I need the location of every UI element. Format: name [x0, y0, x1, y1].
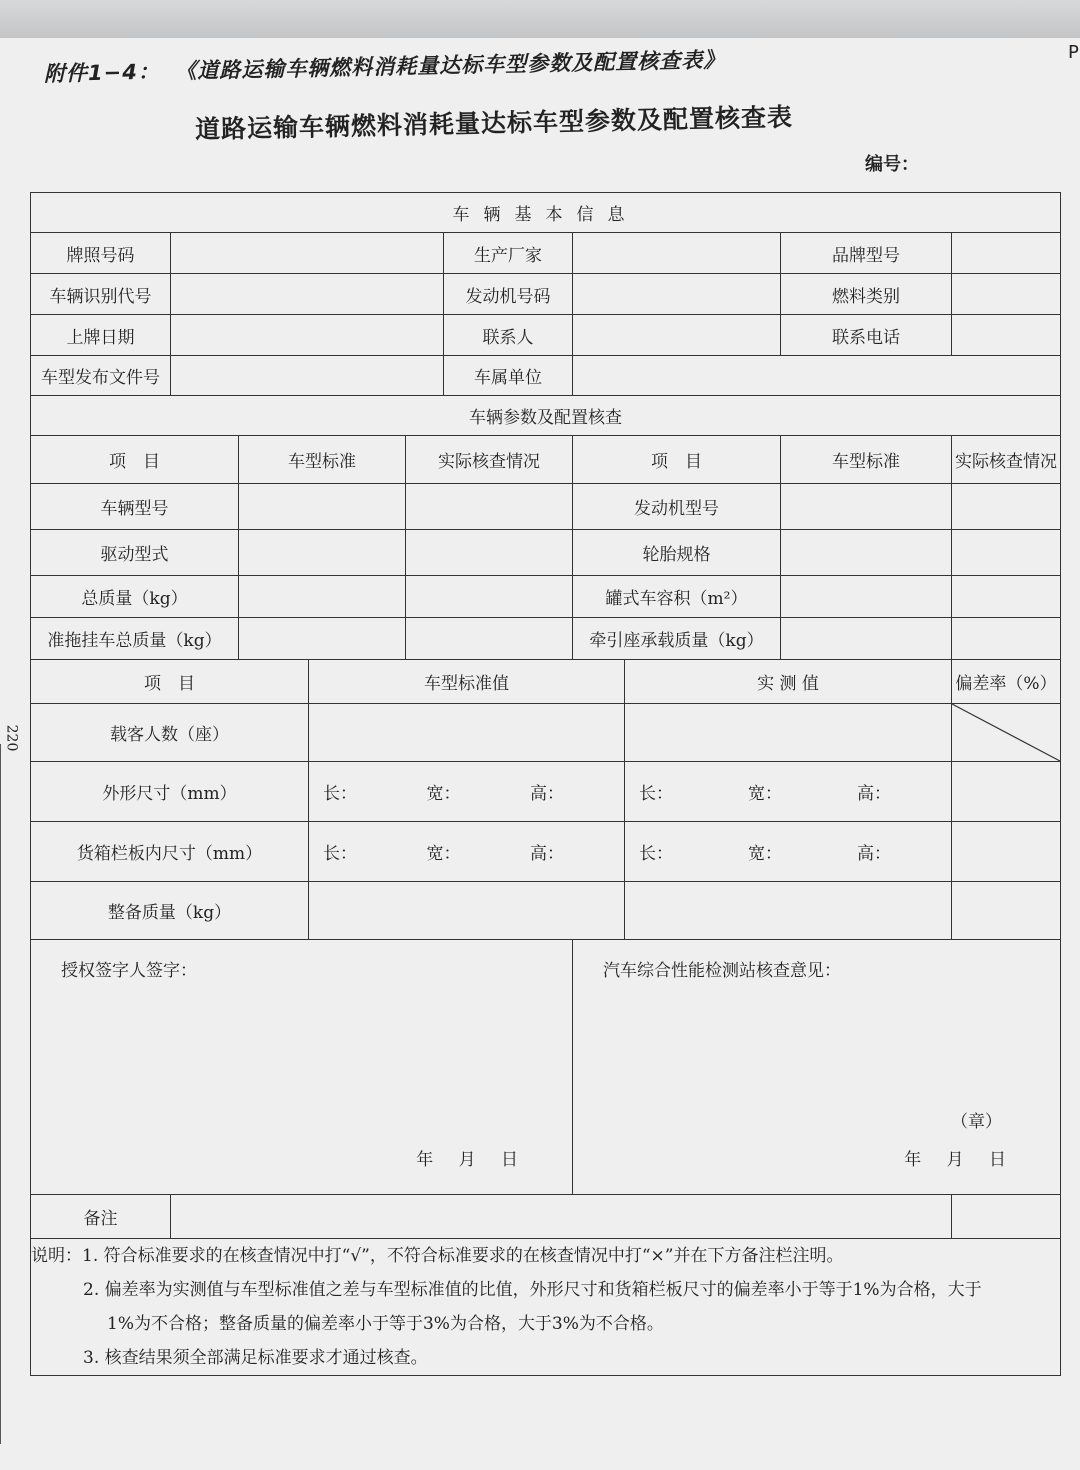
config-actual-cell[interactable] — [952, 576, 1061, 618]
basic-value-cell[interactable] — [952, 274, 1061, 315]
measure-actual-cell[interactable] — [625, 762, 952, 822]
measure-item-label: 货箱栏板内尺寸（mm） — [31, 822, 309, 882]
note-line: 说明：1. 符合标准要求的在核查情况中打“√”，不符合标准要求的在核查情况中打“×”并在下方备注栏注明。 — [31, 1246, 844, 1266]
measure-actual-cell[interactable] — [625, 704, 952, 762]
basic-info-row — [31, 274, 1061, 315]
config-item-label: 准拖挂车总质量（kg） — [31, 618, 239, 660]
config-actual-cell[interactable] — [406, 618, 573, 660]
config-standard-cell[interactable] — [239, 484, 406, 530]
width-label: 宽： — [748, 844, 782, 864]
config-standard-cell[interactable] — [781, 576, 952, 618]
config-col-header: 项 目 — [573, 436, 781, 484]
basic-value-cell[interactable] — [573, 233, 781, 274]
deviation-na-cell — [952, 704, 1061, 762]
signer-label: 授权签字人签字： — [61, 961, 197, 981]
diagonal-strike — [952, 704, 1060, 761]
inspection-form — [30, 192, 1060, 1436]
basic-label: 联系电话 — [781, 315, 952, 356]
measure-item-label: 载客人数（座） — [31, 704, 309, 762]
config-standard-cell[interactable] — [239, 530, 406, 576]
page-title: 道路运输车辆燃料消耗量达标车型参数及配置核查表 — [194, 102, 794, 144]
note-line: 3. 核查结果须全部满足标准要求才通过核查。 — [83, 1348, 428, 1368]
basic-value-cell[interactable] — [952, 315, 1061, 356]
basic-info-row — [31, 356, 1061, 396]
basic-value-cell[interactable] — [171, 274, 444, 315]
remarks-row — [31, 1195, 1061, 1239]
config-header: 车辆参数及配置核查 — [31, 396, 1061, 436]
width-label: 宽： — [426, 844, 461, 864]
dimension-fields — [625, 779, 951, 804]
basic-info-row — [31, 315, 1061, 356]
dimension-fields — [625, 839, 951, 864]
config-standard-cell[interactable] — [781, 618, 952, 660]
config-item-label: 驱动型式 — [31, 530, 239, 576]
basic-label: 上牌日期 — [31, 315, 171, 356]
measure-actual-cell[interactable] — [625, 822, 952, 882]
station-date: 年 月 日 — [904, 1150, 1016, 1170]
seal-label: （章） — [951, 1112, 1002, 1132]
config-row — [31, 530, 1061, 576]
config-col-header: 车型标准 — [781, 436, 952, 484]
width-label: 宽： — [426, 784, 461, 804]
note-line: 1%为不合格；整备质量的偏差率小于等于3%为合格，大于3%为不合格。 — [107, 1314, 664, 1334]
station-opinion-box[interactable] — [573, 940, 1061, 1195]
basic-value-cell[interactable] — [171, 356, 444, 396]
serial-number-label: 编号： — [865, 154, 919, 175]
top-shadow — [0, 0, 1080, 38]
measure-row — [31, 882, 1061, 940]
basic-value-cell[interactable] — [171, 233, 444, 274]
config-actual-cell[interactable] — [952, 530, 1061, 576]
measure-columns-row — [31, 660, 1061, 704]
config-actual-cell[interactable] — [406, 484, 573, 530]
form-table — [30, 192, 1061, 1376]
notes-box — [31, 1239, 1061, 1376]
height-label: 高： — [857, 784, 891, 804]
corner-mark: P — [1068, 42, 1079, 63]
config-actual-cell[interactable] — [406, 530, 573, 576]
measure-standard-cell[interactable] — [309, 704, 625, 762]
config-actual-cell[interactable] — [952, 618, 1061, 660]
length-label: 长： — [323, 784, 357, 804]
basic-label: 燃料类别 — [781, 274, 952, 315]
signer-date: 年 月 日 — [416, 1150, 528, 1170]
measure-actual-cell[interactable] — [625, 882, 952, 940]
basic-label: 联系人 — [444, 315, 573, 356]
length-label: 长： — [639, 784, 673, 804]
config-standard-cell[interactable] — [239, 618, 406, 660]
deviation-cell[interactable] — [952, 762, 1061, 822]
measure-row — [31, 704, 1061, 762]
binding-line — [0, 744, 7, 1444]
config-columns-row — [31, 436, 1061, 484]
measure-row — [31, 822, 1061, 882]
measure-col-header: 车型标准值 — [309, 660, 625, 704]
length-label: 长： — [323, 844, 357, 864]
measure-col-header: 项 目 — [31, 660, 309, 704]
config-col-header: 实际核查情况 — [406, 436, 573, 484]
basic-label: 车属单位 — [444, 356, 573, 396]
measure-standard-cell[interactable] — [309, 882, 625, 940]
basic-value-cell[interactable] — [952, 233, 1061, 274]
attachment-title: 《道路运输车辆燃料消耗量达标车型参数及配置核查表》 — [185, 47, 726, 84]
basic-value-cell[interactable] — [171, 315, 444, 356]
config-item-label: 牵引座承载质量（kg） — [573, 618, 781, 660]
config-actual-cell[interactable] — [952, 484, 1061, 530]
basic-value-cell[interactable] — [573, 274, 781, 315]
measure-standard-cell[interactable] — [309, 822, 625, 882]
basic-label: 车辆识别代号 — [31, 274, 171, 315]
note-line: 2. 偏差率为实测值与车型标准值之差与车型标准值的比值，外形尺寸和货箱栏板尺寸的偏差率小于等于1%为合格，大于 — [83, 1280, 982, 1300]
basic-label: 牌照号码 — [31, 233, 171, 274]
signer-box[interactable] — [31, 940, 573, 1195]
config-row — [31, 576, 1061, 618]
config-col-header: 实际核查情况 — [952, 436, 1061, 484]
page-number: 220 — [3, 724, 20, 752]
dimension-fields — [309, 839, 624, 864]
config-item-label: 轮胎规格 — [573, 530, 781, 576]
height-label: 高： — [530, 844, 564, 864]
basic-value-cell[interactable] — [573, 315, 781, 356]
basic-label: 品牌型号 — [781, 233, 952, 274]
basic-label: 生产厂家 — [444, 233, 573, 274]
config-actual-cell[interactable] — [406, 576, 573, 618]
basic-value-cell[interactable] — [573, 356, 1061, 396]
measure-item-label: 外形尺寸（mm） — [31, 762, 309, 822]
dimension-fields — [309, 779, 624, 804]
basic-info-row — [31, 233, 1061, 274]
measure-standard-cell[interactable] — [309, 762, 625, 822]
length-label: 长： — [639, 844, 673, 864]
height-label: 高： — [857, 844, 891, 864]
attachment-label: 附件1−4： — [43, 59, 161, 86]
measure-col-header: 实 测 值 — [625, 660, 952, 704]
config-standard-cell[interactable] — [239, 576, 406, 618]
remarks-label: 备注 — [31, 1195, 171, 1239]
config-item-label: 车辆型号 — [31, 484, 239, 530]
config-item-label: 发动机型号 — [573, 484, 781, 530]
config-standard-cell[interactable] — [781, 530, 952, 576]
remarks-extra-cell[interactable] — [952, 1195, 1061, 1239]
height-label: 高： — [530, 784, 564, 804]
config-item-label: 总质量（kg） — [31, 576, 239, 618]
config-row — [31, 484, 1061, 530]
basic-label: 车型发布文件号 — [31, 356, 171, 396]
basic-info-header: 车辆基本信息 — [31, 193, 1061, 233]
config-item-label: 罐式车容积（m²） — [573, 576, 781, 618]
config-standard-cell[interactable] — [781, 484, 952, 530]
config-header-row — [31, 396, 1061, 436]
deviation-cell[interactable] — [952, 822, 1061, 882]
basic-info-header-row — [31, 193, 1061, 233]
measure-col-header: 偏差率（%） — [952, 660, 1061, 704]
signature-row — [31, 940, 1061, 1195]
config-col-header: 项 目 — [31, 436, 239, 484]
remarks-field[interactable] — [171, 1195, 952, 1239]
config-row — [31, 618, 1061, 660]
measure-item-label: 整备质量（kg） — [31, 882, 309, 940]
basic-label: 发动机号码 — [444, 274, 573, 315]
width-label: 宽： — [748, 784, 782, 804]
deviation-cell[interactable] — [952, 882, 1061, 940]
notes-row — [31, 1239, 1061, 1376]
station-opinion-label: 汽车综合性能检测站核查意见： — [603, 961, 841, 981]
measure-row — [31, 762, 1061, 822]
config-col-header: 车型标准 — [239, 436, 406, 484]
